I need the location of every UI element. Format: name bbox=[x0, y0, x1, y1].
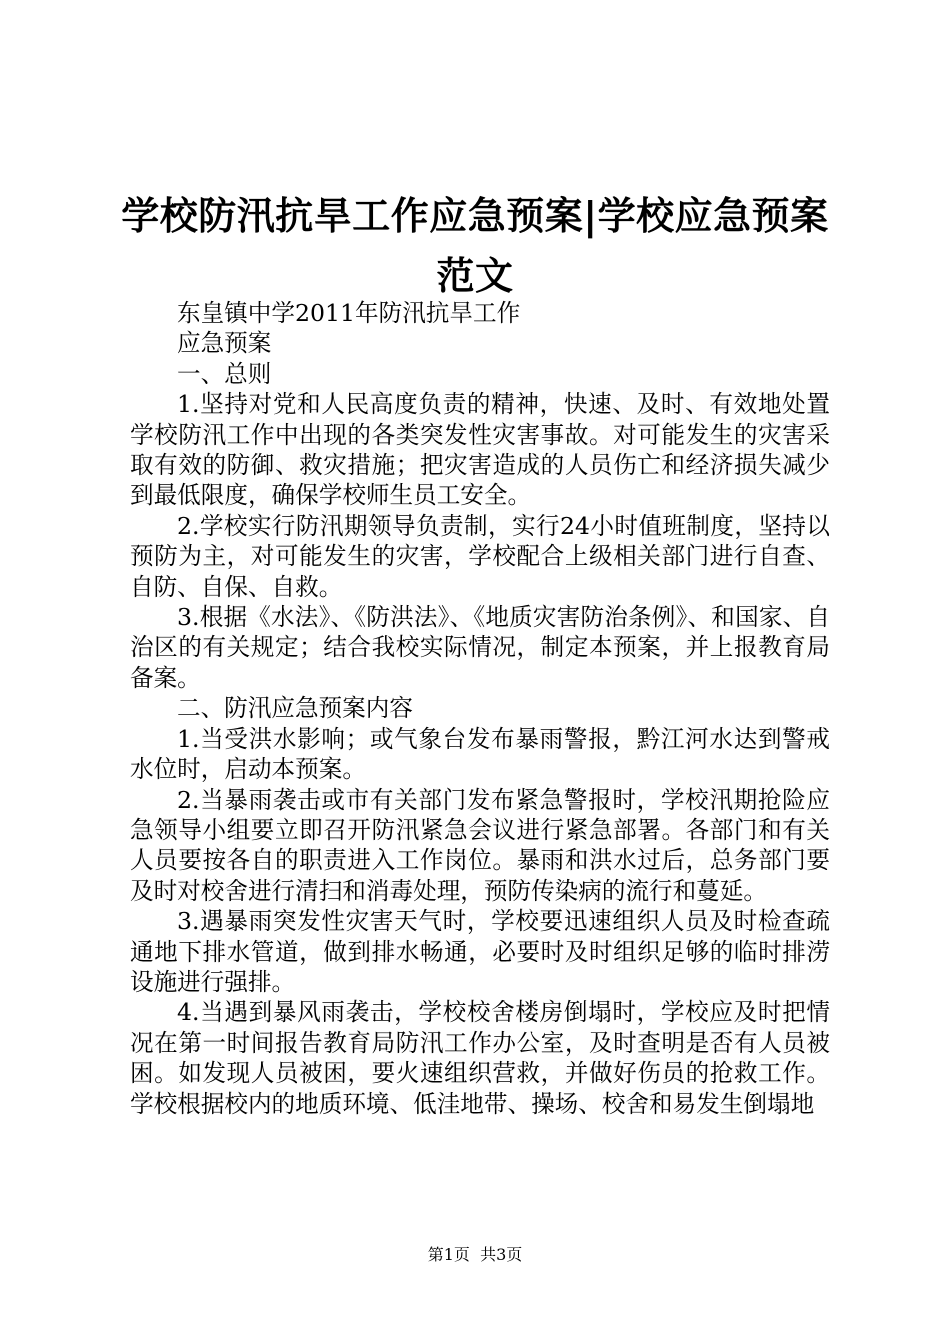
paragraph: 2.学校实行防汛期领导负责制，实行24小时值班制度，坚持以预防为主，对可能发生的灾害，学校配合上级相关部门进行自查、自防、自保、自救。 bbox=[130, 511, 830, 601]
paragraph: 3.遇暴雨突发性灾害天气时，学校要迅速组织人员及时检查疏通地下排水管道，做到排水畅通，必要时及时组织足够的临时排涝设施进行强排。 bbox=[130, 907, 830, 996]
page-total: 共3页 bbox=[480, 1245, 523, 1264]
paragraph: 1.坚持对党和人民高度负责的精神，快速、及时、有效地处置学校防汛工作中出现的各类突发性灾害事故。对可能发生的灾害采取有效的防御、救灾措施；把灾害造成的人员伤亡和经济损失减少到最低限度，确保学校师生员工安全。 bbox=[130, 390, 830, 510]
paragraph: 3.根据《水法》、《防洪法》、《地质灾害防治条例》、和国家、自治区的有关规定；结合我校实际情况，制定本预案，并上报教育局备案。 bbox=[130, 603, 830, 692]
page-footer bbox=[0, 1245, 950, 1265]
paragraph: 4.当遇到暴风雨袭击，学校校舍楼房倒塌时，学校应及时把情况在第一时间报告教育局防汛工作办公室，及时查明是否有人员被困。如发现人员被困，要火速组织营救，并做好伤员的抢救工作。学校根据校内的地质环境、低洼地带、操场、校舍和易发生倒塌地 bbox=[130, 998, 830, 1118]
document-body bbox=[130, 298, 830, 1119]
section-heading: 二、防汛应急预案内容 bbox=[177, 694, 413, 723]
page-number: 第1页 bbox=[427, 1245, 470, 1264]
section-heading: 一、总则 bbox=[177, 359, 272, 388]
paragraph: 东皇镇中学2011年防汛抗旱工作 bbox=[177, 299, 521, 327]
paragraph: 1.当受洪水影响；或气象台发布暴雨警报，黔江河水达到警戒水位时，启动本预案。 bbox=[130, 724, 830, 784]
paragraph: 应急预案 bbox=[177, 329, 272, 358]
paragraph: 2.当暴雨袭击或市有关部门发布紧急警报时，学校汛期抢险应急领导小组要立即召开防汛紧急会议进行紧急部署。各部门和有关人员要按各自的职责进入工作岗位。暴雨和洪水过后，总务部门要及时对校舍进行清扫和消毒处理，预防传染病的流行和蔓延。 bbox=[130, 785, 830, 905]
document-title: 学校防汛抗旱工作应急预案|学校应急预案范文 bbox=[121, 194, 829, 298]
